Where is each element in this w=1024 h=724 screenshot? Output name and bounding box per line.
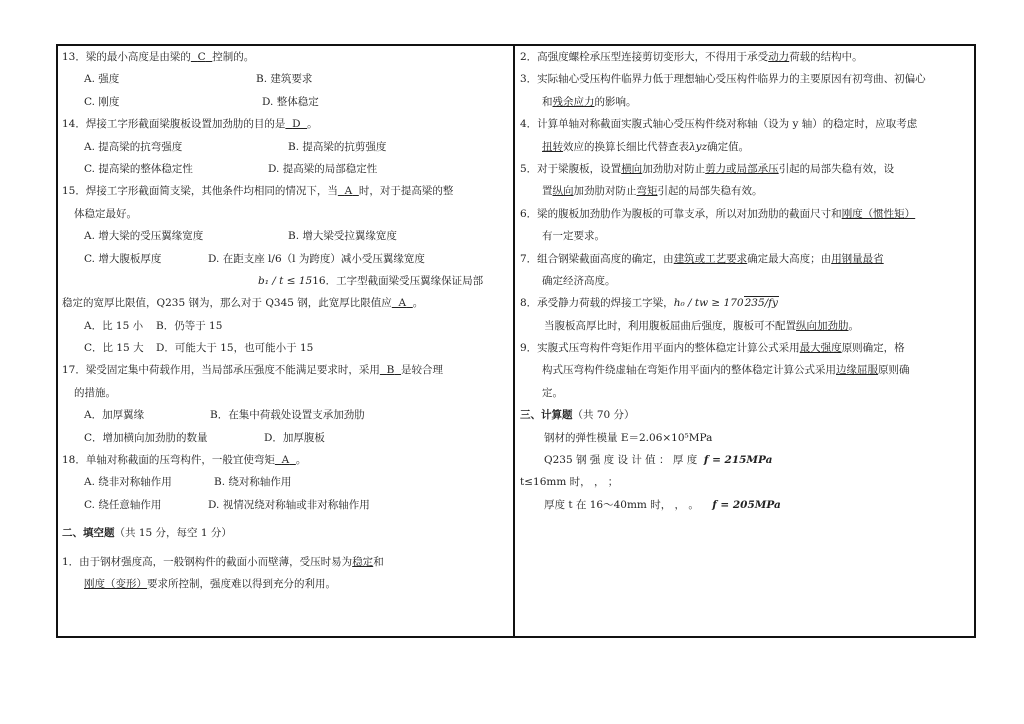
q16-options-cd [62,337,508,359]
q17-text: 17．梁受固定集中荷载作用，当局部承压强度不能满足要求时，采用 [62,364,380,377]
q16-line2 [62,292,508,314]
fill-9-blank-2: 边缘屈服 [836,364,878,377]
q14-text: 14．焊接工字形截面梁腹板设置加劲肋的目的是 [62,118,286,131]
fill-2-blank: 动力 [768,51,790,63]
fill-9-text-pre2: 构式压弯构件绕虚轴在弯矩作用平面内的整体稳定计算公式采用 [542,364,836,377]
section-3-title: 三、计算题 [520,409,573,422]
q15-option-c: C. 增大腹板厚度 [84,252,162,265]
right-column [520,46,972,516]
q14-options-ab [62,136,508,158]
q16-options-ab [62,315,508,337]
fill-4-line2 [520,136,972,158]
q18-answer: A [281,454,290,467]
fill-9-blank-1: 最大强度 [799,342,842,355]
q16-option-b: B．仍等于 15 [156,319,223,332]
question-16 [62,270,508,292]
fill-1-blank-1: 稳定 [352,555,374,568]
calc-strength-value-1: f = 215MPa [703,454,773,467]
fill-5-line2 [520,180,972,202]
fill-5-text-pre2: 置 [542,185,553,198]
q16-text-end: 。 [412,297,424,310]
question-18 [62,449,508,471]
fill-8-text: 8．承受静力荷载的焊接工字梁， [520,297,674,310]
fill-5-blank-3: 纵向 [552,185,574,198]
q13-option-c: C. 刚度 [84,95,120,108]
fill-9-text: 9．实腹式压弯构件弯矩作用平面内的整体稳定计算公式采用 [520,342,800,355]
question-13 [62,46,508,68]
fill-8-formula: h₀ / tw ≥ 170 [673,297,744,310]
fill-6-blank: 刚度（惯性矩） [841,207,916,220]
calc-thickness-1: t≤16mm 时， ， ； [520,476,619,489]
q15-option-d: D. 在距支座 l/6（l 为跨度）减小受压翼缘宽度 [208,252,425,265]
q18-text-end: 。 [295,454,307,467]
fill-1-text: 1．由于钢材强度高，一般钢构件的截面小而壁薄，受压时易为 [62,555,353,568]
q15-options-cd [62,248,508,270]
fill-9 [520,337,972,359]
fill-5-text: 5．对于梁腹板，设置 [520,162,622,175]
fill-7-text-line2: 确定经济高度。 [542,274,616,287]
q17-answer: B [386,364,395,377]
fill-5-text-end2: 引起的局部失稳有效。 [657,185,763,198]
q17-option-c: C．增加横向加劲肋的数量 [84,431,208,444]
q15-options-ab [62,225,508,247]
fill-7-text: 7．组合钢梁截面高度的确定，由 [520,252,674,265]
q16-option-c: C．比 15 大 [84,342,144,355]
q16-text: 16．工字型截面梁受压翼缘保证局部 [312,274,484,287]
q15-text-line2: 体稳定最好。 [74,207,137,220]
q16-answer: A [398,297,407,310]
q14-answer: D [292,118,301,131]
fill-4-text-mid: 效应的换算长细比代替查表 [563,140,689,153]
q16-text-line2: 稳定的宽厚比限值，Q235 钢为，那么对于 Q345 钢，此宽厚比限值应 [62,297,392,310]
q14-option-b: B. 提高梁的抗剪强度 [288,140,387,153]
fill-4-text: 4．计算单轴对称截面实腹式轴心受压构件绕对称轴（设为 y 轴）的稳定时，应取考虑 [520,118,918,131]
calc-strength-line [520,449,972,471]
calc-thickness-2-text: 厚度 t 在 16～40mm 时， ， 。 [544,498,699,511]
q15-option-b: B. 增大梁受拉翼缘宽度 [288,230,397,243]
q13-answer: C [197,51,206,63]
fill-5-text-end: 引起的局部失稳有效，设 [778,162,895,175]
fill-5-text-mid: 加劲肋对防止 [642,162,706,175]
fill-7-blank-1: 建筑或工艺要求 [673,252,748,265]
question-17 [62,359,508,381]
q17-options-cd [62,427,508,449]
q16-formula: b₁ / t ≤ 15 [258,274,313,287]
q18-option-d: D. 视情况绕对称轴或非对称轴作用 [208,498,370,511]
section-3-note: （共 70 分） [572,409,635,422]
fill-2 [520,46,972,68]
fill-3-line2 [520,91,972,113]
fill-5-text-mid2: 加劲肋对防止 [573,185,637,198]
q15-answer: A [344,185,353,198]
calc-strength-text: Q235 钢 强 度 设 计 值 ： 厚 度 [544,454,698,467]
fill-2-text-end: 荷载的结构中。 [789,51,863,63]
q17-option-a: A．加厚翼缘 [84,409,145,422]
fill-4-blank: 扭转 [542,140,563,153]
q16-option-a: A．比 15 小 [84,319,144,332]
q14-text-end: 。 [307,118,318,131]
fill-1-line2 [62,573,508,595]
q15-text: 15．焊接工字形截面简支梁，其他条件均相同的情况下，当 [62,185,338,198]
q17-options-ab [62,404,508,426]
fill-6-text: 6．梁的腹板加劲肋作为腹板的可靠支承，所以对加劲肋的截面尺寸和 [520,207,842,220]
q14-option-d: D. 提高梁的局部稳定性 [268,162,378,175]
fill-3-text-end: 的影响。 [594,95,637,108]
calc-thickness-2-line [520,494,972,516]
question-15 [62,180,508,202]
fill-1 [62,551,508,573]
question-14 [62,113,508,135]
q18-option-a: A. 绕非对称轴作用 [84,476,172,489]
fill-8 [520,292,972,314]
fill-8-text-line2: 当腹板高厚比时，利用腹板屈曲后强度，腹板可不配置 [544,319,796,332]
fill-1-text-mid: 和 [373,555,384,568]
fill-6-text-line2: 有一定要求。 [542,230,605,243]
column-divider [513,44,515,638]
q18-options-ab [62,471,508,493]
q14-options-cd [62,158,508,180]
fill-5 [520,158,972,180]
fill-4-text-end: 确定值。 [707,140,750,153]
q16-option-d: D．可能大于 15，也可能小于 15 [156,342,314,355]
calc-strength-value-2: f = 205MPa [712,498,781,511]
fill-1-blank-2: 刚度（变形） [84,577,147,590]
fill-3-text-pre: 和 [542,95,553,108]
q13-text-end: 控制的。 [212,51,255,63]
q14-option-c: C. 提高梁的整体稳定性 [84,162,193,175]
q13-options-ab [62,68,508,90]
q13-options-cd [62,91,508,113]
section-2-title: 二、填空题 [62,527,115,540]
section-2-heading [62,522,508,544]
calc-elastic-modulus: 钢材的弹性模量 E＝2.06×10⁵MPa [544,431,713,444]
q13-option-a: A. 强度 [84,73,120,86]
section-3-heading [520,404,972,426]
fill-3-blank: 残余应力 [552,95,595,108]
q17-option-d: D．加厚腹板 [264,431,325,444]
fill-9-text-line3: 定。 [542,386,563,399]
fill-8-text-end: 。 [848,319,859,332]
q18-option-b: B. 绕对称轴作用 [214,476,292,489]
fill-1-text-end: 要求所控制，强度难以得到充分的利用。 [147,577,336,590]
fill-9-text-end2: 原则确 [878,364,910,377]
fill-9-line2 [520,359,972,381]
fill-7-text-mid: 确定最大高度；由 [747,252,832,265]
q15-option-a: A. 增大梁的受压翼缘宽度 [84,230,204,243]
q18-option-c: C. 绕任意轴作用 [84,498,162,511]
q18-text: 18．单轴对称截面的压弯构件，一般宜使弯矩 [62,454,275,467]
q17-text-line2: 的措施。 [74,386,116,399]
q13-text: 13．梁的最小高度是由梁的 [62,51,191,63]
fill-4-lambda: λyz [689,140,708,153]
fill-5-blank-2: 剪力或局部承压 [705,162,779,175]
fill-9-text-end: 原则确定，格 [841,342,905,355]
q14-option-a: A. 提高梁的抗弯强度 [84,140,183,153]
fill-8-blank: 纵向加劲肋 [796,319,849,332]
fill-6 [520,203,972,225]
fill-5-blank-4: 弯矩 [636,185,658,198]
fill-3-text: 3．实际轴心受压构件临界力低于理想轴心受压构件临界力的主要原因有初弯曲、初偏心 [520,73,926,86]
q13-option-b: B. 建筑要求 [256,73,313,86]
fill-8-line2 [520,315,972,337]
fill-5-blank-1: 横向 [621,162,643,175]
fill-2-text: 2．高强度螺栓承压型连接剪切变形大，不得用于承受 [520,51,769,63]
q15-text-end: 时，对于提高梁的整 [358,185,454,198]
fill-8-sqrt: 235/fy [744,297,778,310]
fill-7-blank-2: 用钢量最省 [831,252,884,265]
q17-option-b: B．在集中荷载处设置支承加劲肋 [210,409,365,422]
q13-option-d: D. 整体稳定 [262,95,319,108]
q18-options-cd [62,494,508,516]
q17-text-end: 是较合理 [400,364,443,377]
section-2-note: （共 15 分，每空 1 分） [114,527,232,540]
left-column [62,46,508,595]
fill-7 [520,248,972,270]
